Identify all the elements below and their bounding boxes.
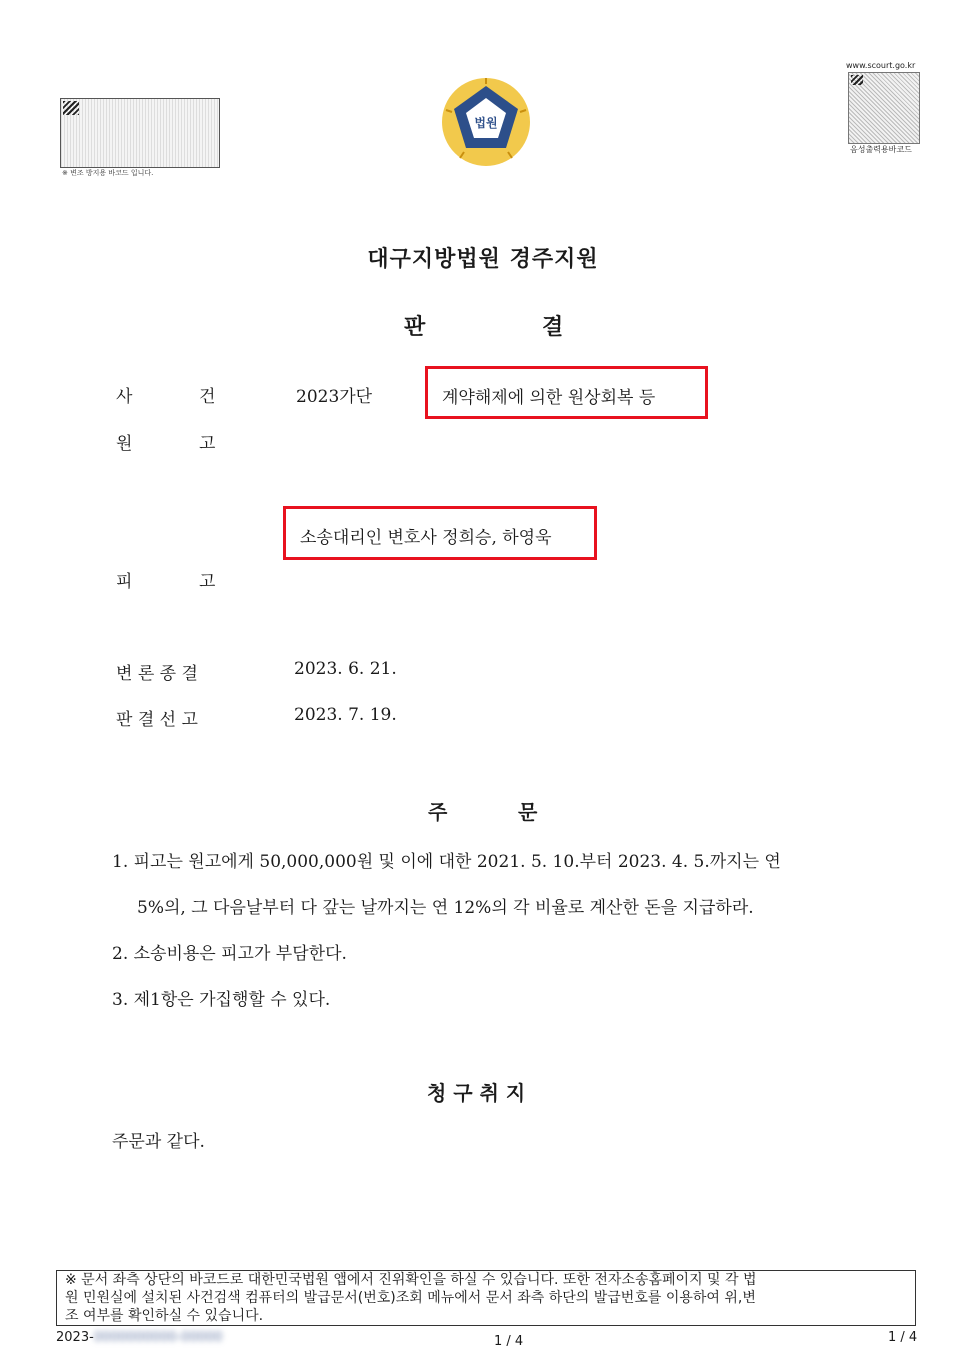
- order-item-1: 1. 피고는 원고에게 50,000,000원 및 이에 대한 2021. 5. 10.부터 2023. 4. 5.까지는 연: [112, 852, 781, 872]
- court-name: 대구지방법원 경주지원: [367, 247, 599, 272]
- case-name: 계약해제에 의한 원상회복 등: [442, 388, 656, 408]
- claim-text: 주문과 같다.: [112, 1132, 205, 1152]
- hearing-end-date: 2023. 6. 21.: [294, 659, 397, 679]
- case-number: 2023가단: [296, 387, 373, 407]
- emblem-label: 법원: [474, 116, 498, 130]
- issue-number: [56, 1330, 223, 1345]
- voice-barcode-label: 음성출력용바코드: [850, 145, 912, 154]
- notice-line-3: 조 여부를 확인하실 수 있습니다.: [65, 1308, 264, 1324]
- attorney-names: 소송대리인 변호사 정희승, 하영욱: [300, 528, 552, 548]
- case-label-a: 사: [116, 387, 133, 407]
- case-label-b: 건: [199, 387, 216, 407]
- order-heading-left: 주: [428, 800, 448, 824]
- authenticity-barcode: [60, 98, 220, 168]
- verification-notice: [56, 1270, 916, 1326]
- claim-heading: 청 구 취 지: [427, 1081, 526, 1105]
- voice-output-barcode: [848, 72, 920, 144]
- doc-title-left: 판: [404, 315, 426, 340]
- order-item-1-continued: 5%의, 그 다음날부터 다 갚는 날까지는 연 12%의 각 비율로 계산한 돈을 지급하라.: [137, 898, 754, 918]
- plaintiff-label-a: 원: [116, 434, 133, 454]
- ruling-date-label: 판 결 선 고: [116, 710, 198, 730]
- notice-line-1: ※ 문서 좌측 상단의 바코드로 대한민국법원 앱에서 진위확인을 하실 수 있습니다. 또한 전자소송홈페이지 및 각 법: [65, 1272, 757, 1288]
- plaintiff-label-b: 고: [199, 434, 216, 454]
- page-number-right: 1 / 4: [888, 1330, 918, 1345]
- order-item-3: 3. 제1항은 가집행할 수 있다.: [112, 990, 331, 1010]
- issue-number-prefix: 2023-: [56, 1330, 94, 1345]
- defendant-label-a: 피: [116, 572, 133, 592]
- court-url: www.scourt.go.kr: [846, 61, 916, 70]
- issue-number-redacted: 0000000000-00000: [93, 1330, 223, 1345]
- defendant-label-b: 고: [199, 572, 216, 592]
- attorney-highlight: [283, 506, 597, 560]
- court-emblem: [440, 76, 532, 168]
- doc-title-right: 결: [542, 315, 564, 340]
- page-number-center: 1 / 4: [494, 1334, 524, 1349]
- order-item-2: 2. 소송비용은 피고가 부담한다.: [112, 944, 347, 964]
- barcode-note: ※ 변조 방지용 바코드 입니다.: [62, 169, 154, 177]
- hearing-end-label: 변 론 종 결: [116, 664, 198, 684]
- ruling-date: 2023. 7. 19.: [294, 705, 397, 725]
- order-heading-right: 문: [518, 800, 538, 824]
- notice-line-2: 원 민원실에 설치된 사건검색 컴퓨터의 발급문서(번호)조회 메뉴에서 문서 좌측 하단의 발급번호를 이용하여 위,변: [65, 1290, 756, 1306]
- case-name-highlight: [425, 366, 708, 419]
